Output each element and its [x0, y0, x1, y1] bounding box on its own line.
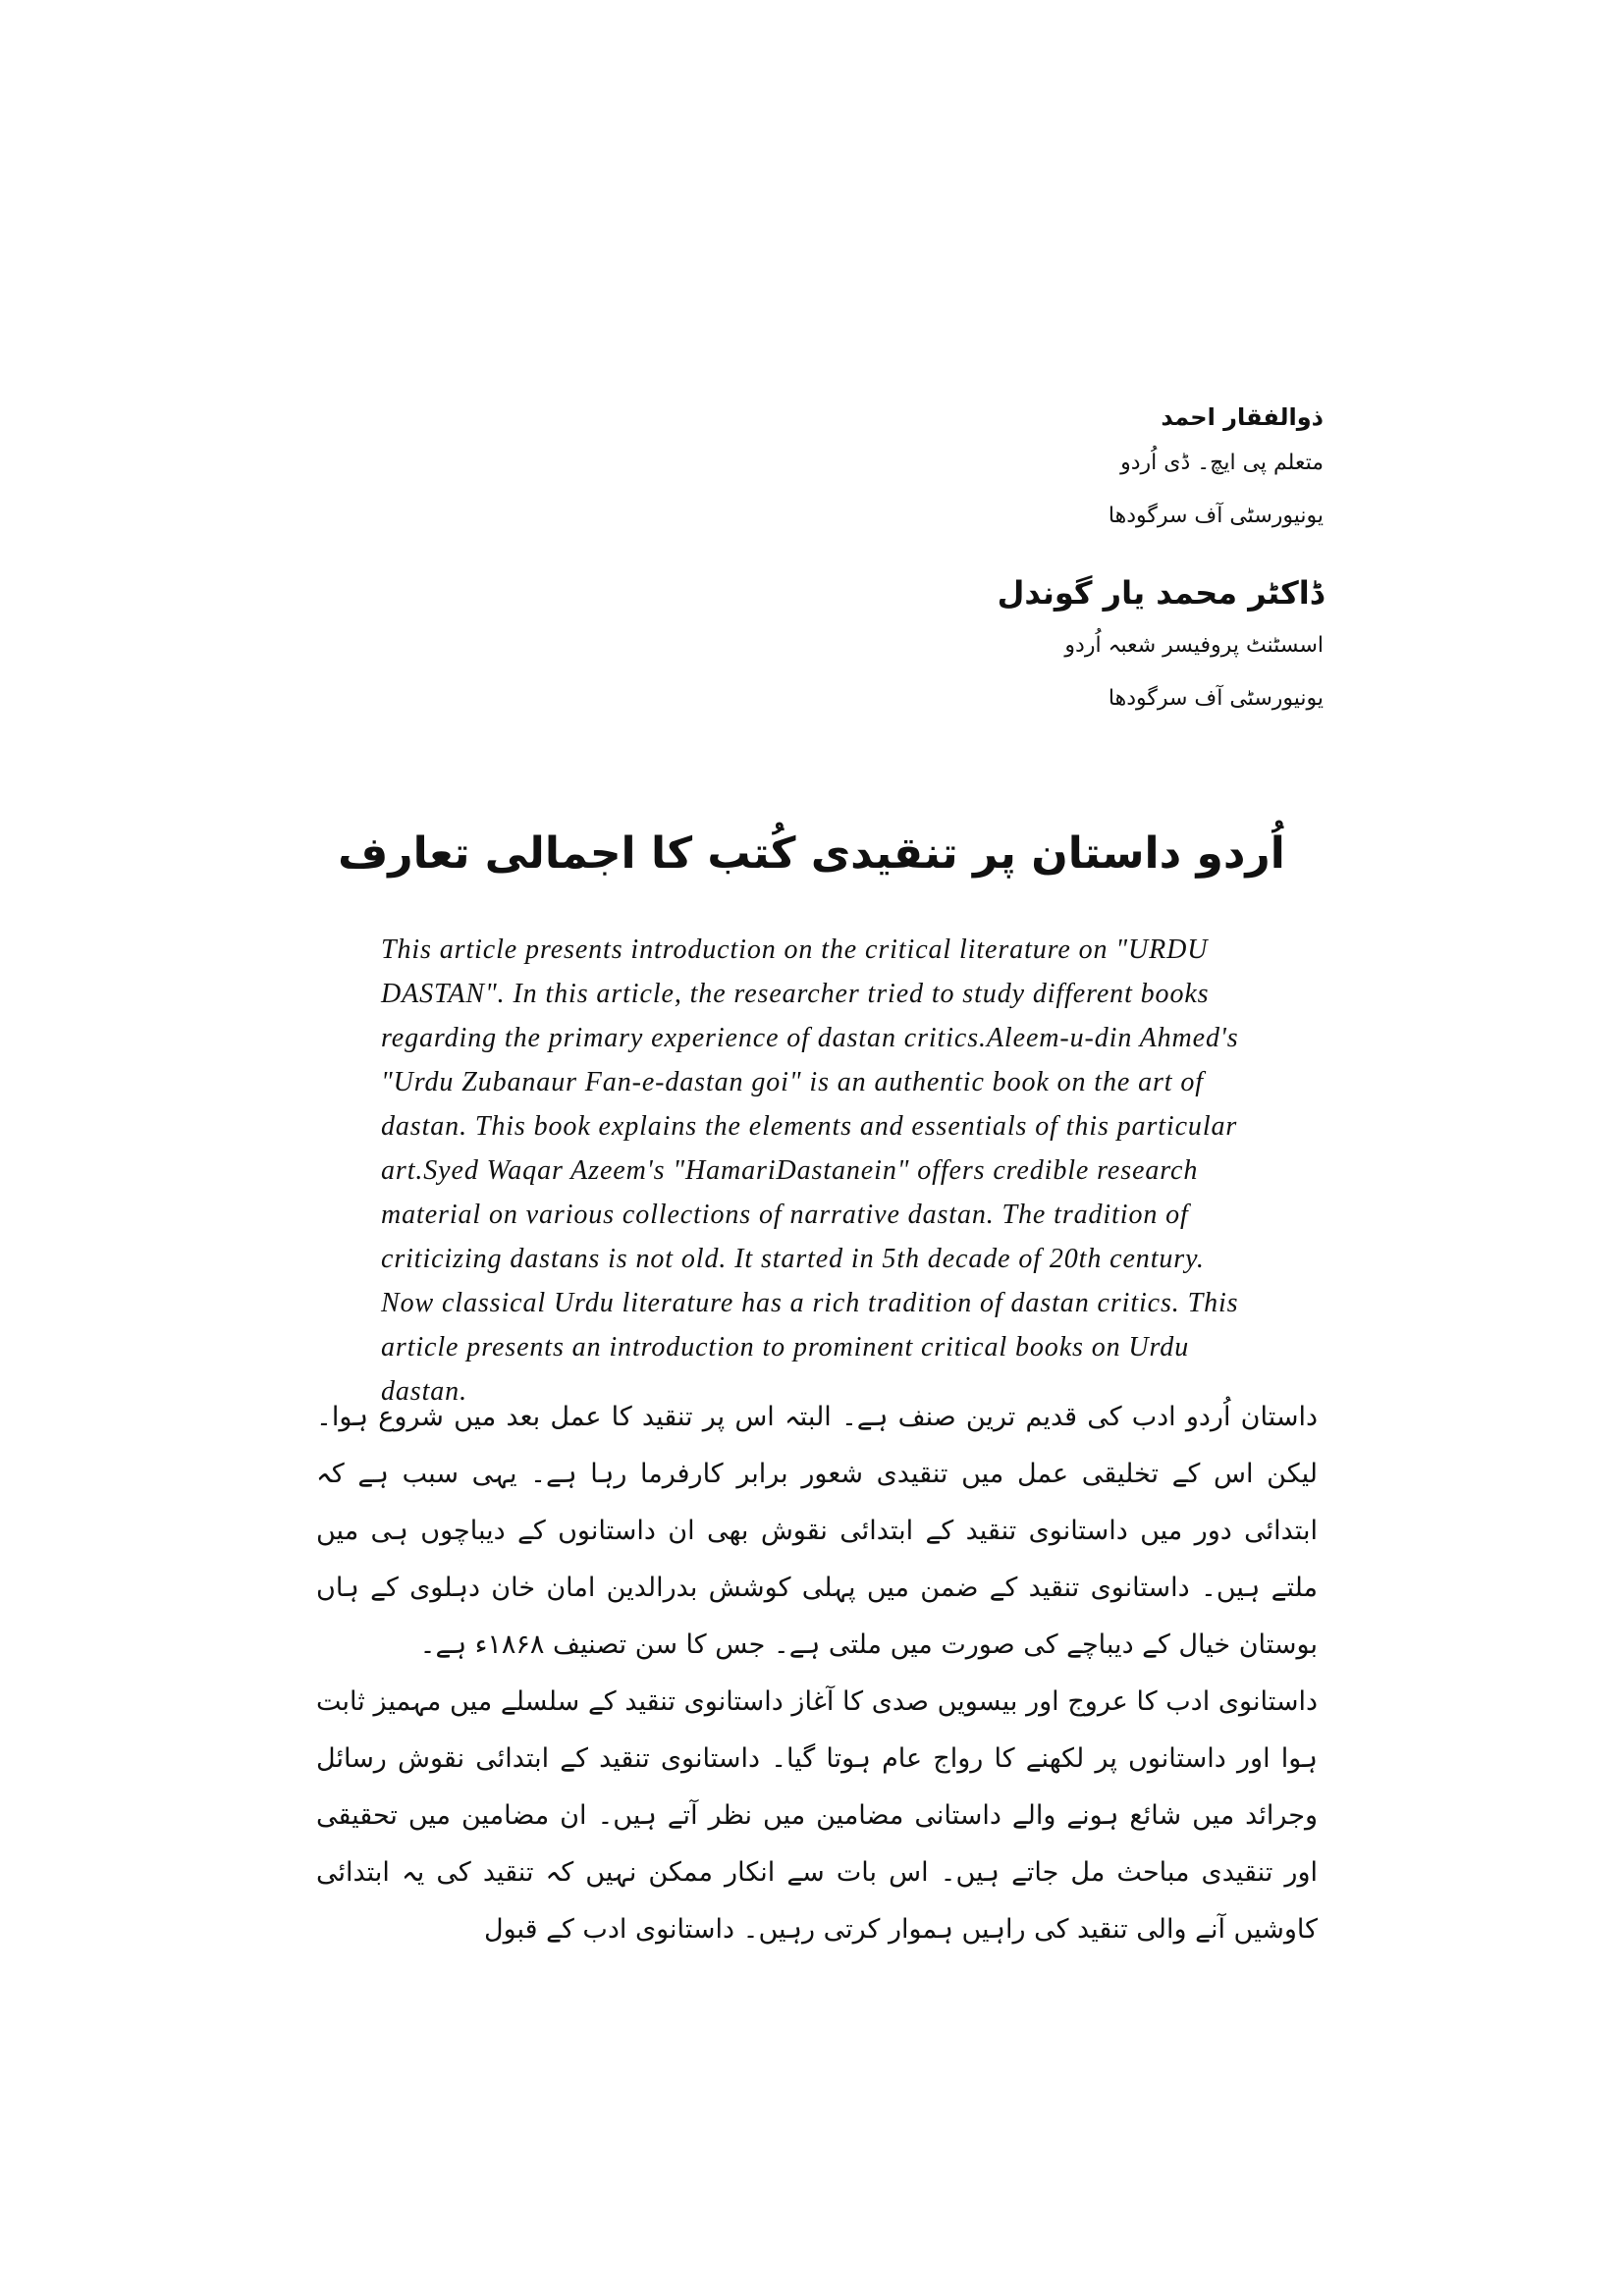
article-title: اُردو داستان پر تنقیدی کُتب کا اجمالی تعارف: [338, 828, 1285, 879]
body-paragraph-2: داستانوی ادب کا عروج اور بیسویں صدی کا آغاز داستانوی تنقید کے سلسلے میں مہمیز ثابت ہوا اور داستانوں پر لکھنے کا رواج عام ہوتا گیا۔ داستانوی تنقید کے ابتدائی نقوش رسائل وجرائد میں شائع ہونے والے داستانی مضامین میں نظر آتے ہیں۔ ان مضامین میں تحقیقی اور تنقیدی مباحث مل جاتے ہیں۔ اس بات سے انکار ممکن نہیں کہ تنقید کی یہ ابتدائی کاوشیں آنے والی تنقید کی راہیں ہموار کرتی رہیں۔ داستانوی ادب کے قبول: [316, 1686, 1318, 1945]
author-name-second: ڈاکٹر محمد یار گوندل: [997, 574, 1324, 612]
author-affiliation-first-line2: یونیورسٹی آف سرگودھا: [1108, 504, 1324, 528]
author-affiliation-second-line1: اسسٹنٹ پروفیسر شعبہ اُردو: [1064, 633, 1324, 658]
abstract: This article presents introduction on the critical literature on "URDU DASTAN". In this article, the researcher tried to study different books regarding the primary experience of dastan critics.Aleem-u-din Ahmed's "Urdu Zubanaur Fan-e-dastan goi" is an authentic book on the art of dastan. This book explains the elements and essentials of this particular art.Syed Waqar Azeem's "HamariDastanein" offers credible research material on various collections of narrative dastan. The tradition of criticizing dastans is not old. It started in 5th decade of 20th century. Now classical Urdu literature has a rich tradition of dastan critics. This article presents an introduction to prominent critical books on Urdu dastan.: [381, 934, 1239, 1407]
author-block: [734, 398, 1324, 725]
author-affiliation-first-line1: متعلم پی ایچ۔ ڈی اُردو: [1120, 451, 1324, 475]
author-affiliation-second-line2: یونیورسٹی آف سرگودھا: [1108, 686, 1324, 711]
author-name-first: ذوالفقار احمد: [1161, 403, 1324, 431]
body-paragraph-1: داستان اُردو ادب کی قدیم ترین صنف ہے۔ البتہ اس پر تنقید کا عمل بعد میں شروع ہوا۔ لیکن اس کے تخلیقی عمل میں تنقیدی شعور برابر کارفرما رہا ہے۔ یہی سبب ہے کہ ابتدائی دور میں داستانوی تنقید کے ابتدائی نقوش بھی ان داستانوں کے دیباچوں ہی میں ملتے ہیں۔ داستانوی تنقید کے ضمن میں پہلی کوشش بدرالدین امان خان دہلوی کے ہاں بوستان خیال کے دیباچے کی صورت میں ملتی ہے۔ جس کا سن تصنیف ۱۸۶۸ء ہے۔: [316, 1402, 1318, 1660]
